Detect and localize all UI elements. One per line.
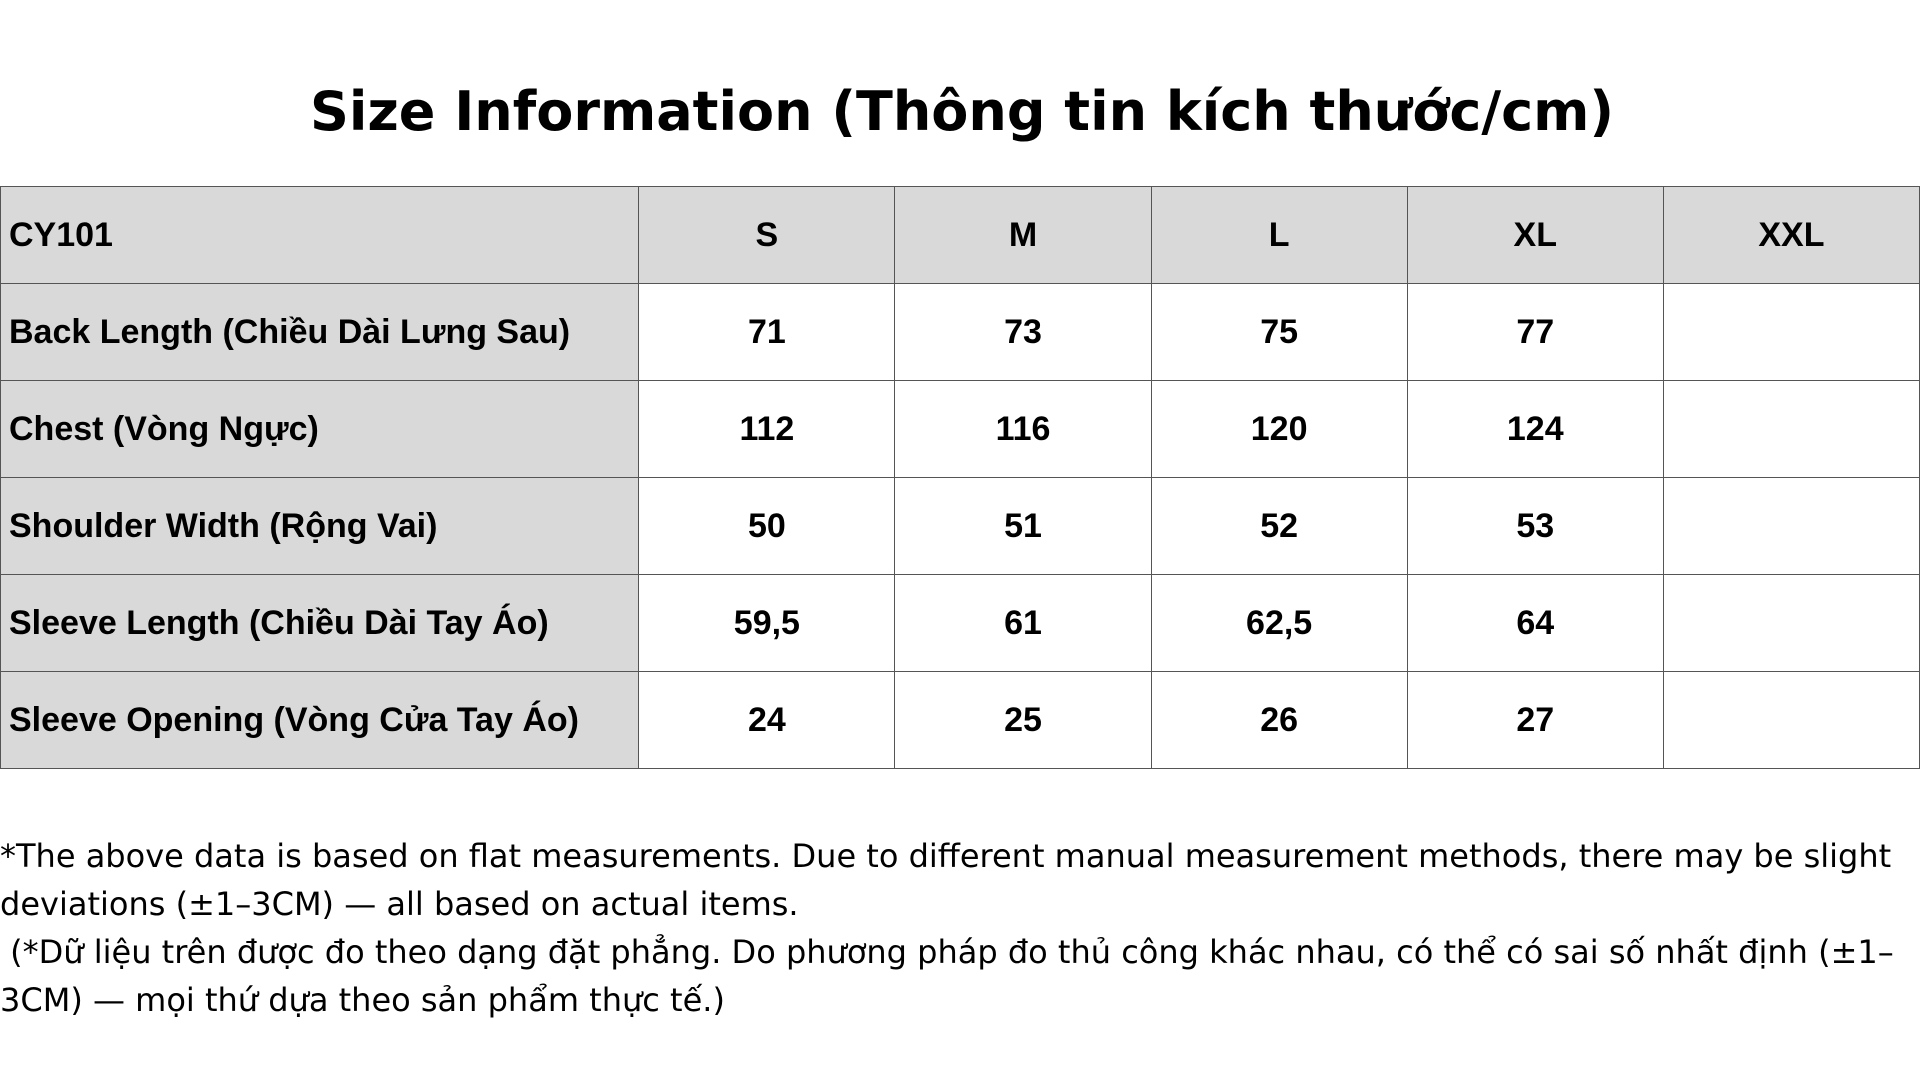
note-vietnamese: (*Dữ liệu trên được đo theo dạng đặt phẳng. Do phương pháp đo thủ công khác nhau, có thể có sai số nhất định (±1–3CM) — mọi thứ dựa theo sản phẩm thực tế.): [0, 933, 1894, 1019]
table-row-back-length: [1, 284, 1920, 381]
row-label-back-length: Back Length (Chiều Dài Lưng Sau): [1, 284, 639, 381]
size-header-l: L: [1151, 187, 1407, 284]
cell-sleeve-length-s: 59,5: [639, 575, 895, 672]
cell-shoulder-width-l: 52: [1151, 478, 1407, 575]
row-label-sleeve-length: Sleeve Length (Chiều Dài Tay Áo): [1, 575, 639, 672]
product-code-header: CY101: [1, 187, 639, 284]
row-label-sleeve-opening: Sleeve Opening (Vòng Cửa Tay Áo): [1, 672, 639, 769]
size-header-xl: XL: [1407, 187, 1663, 284]
note-english: *The above data is based on flat measurements. Due to different manual measurement methods, there may be slight deviations (±1–3CM) — all based on actual items.: [0, 837, 1902, 923]
row-label-chest: Chest (Vòng Ngực): [1, 381, 639, 478]
cell-sleeve-opening-l: 26: [1151, 672, 1407, 769]
table-header-row: [1, 187, 1920, 284]
cell-chest-l: 120: [1151, 381, 1407, 478]
table-row-sleeve-length: [1, 575, 1920, 672]
cell-sleeve-length-l: 62,5: [1151, 575, 1407, 672]
cell-shoulder-width-s: 50: [639, 478, 895, 575]
cell-sleeve-opening-m: 25: [895, 672, 1151, 769]
cell-back-length-xxl: [1663, 284, 1919, 381]
table-row-chest: [1, 381, 1920, 478]
cell-sleeve-length-xl: 64: [1407, 575, 1663, 672]
cell-shoulder-width-m: 51: [895, 478, 1151, 575]
measurement-notes: [0, 832, 1920, 1024]
size-header-m: M: [895, 187, 1151, 284]
cell-sleeve-opening-s: 24: [639, 672, 895, 769]
cell-back-length-l: 75: [1151, 284, 1407, 381]
size-header-s: S: [639, 187, 895, 284]
row-label-shoulder-width: Shoulder Width (Rộng Vai): [1, 478, 639, 575]
cell-sleeve-opening-xxl: [1663, 672, 1919, 769]
size-header-xxl: XXL: [1663, 187, 1919, 284]
table-row-shoulder-width: [1, 478, 1920, 575]
cell-back-length-m: 73: [895, 284, 1151, 381]
page-title: Size Information (Thông tin kích thước/cm): [309, 80, 1615, 144]
cell-chest-xl: 124: [1407, 381, 1663, 478]
cell-chest-xxl: [1663, 381, 1919, 478]
cell-sleeve-opening-xl: 27: [1407, 672, 1663, 769]
cell-chest-s: 112: [639, 381, 895, 478]
cell-shoulder-width-xl: 53: [1407, 478, 1663, 575]
cell-chest-m: 116: [895, 381, 1151, 478]
cell-sleeve-length-xxl: [1663, 575, 1919, 672]
size-chart-table: [0, 186, 1920, 769]
cell-sleeve-length-m: 61: [895, 575, 1151, 672]
cell-back-length-s: 71: [639, 284, 895, 381]
cell-shoulder-width-xxl: [1663, 478, 1919, 575]
table-row-sleeve-opening: [1, 672, 1920, 769]
cell-back-length-xl: 77: [1407, 284, 1663, 381]
